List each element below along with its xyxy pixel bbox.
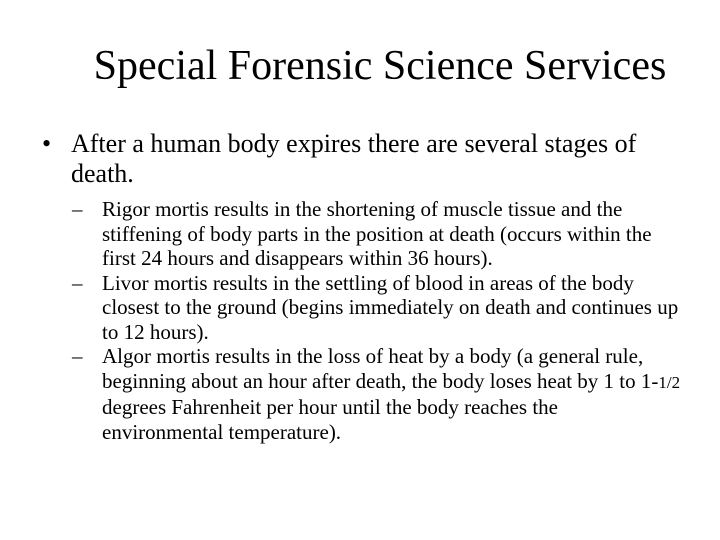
sub-bullet-list bbox=[72, 197, 684, 444]
dash-marker: – bbox=[72, 197, 83, 221]
sub-bullet-text-end: degrees Fahrenheit per hour until the body reaches the environmental temperature). bbox=[102, 395, 559, 444]
sub-bullet-text: Rigor mortis results in the shortening of muscle tissue and the stiffening of body parts in the position at death (occurs within the first 24 hours and disappears within 36 hours). bbox=[102, 197, 652, 270]
dash-marker: – bbox=[72, 270, 83, 295]
bullet-marker: • bbox=[42, 129, 52, 158]
slide-title: Special Forensic Science Services bbox=[93, 43, 667, 89]
main-bullet-text: After a human body expires there are several stages of death. bbox=[71, 129, 637, 188]
sub-bullet-rigor-mortis bbox=[72, 197, 684, 271]
dash-marker: – bbox=[72, 344, 83, 368]
main-bullet bbox=[42, 129, 692, 189]
sub-bullet-livor-mortis bbox=[72, 271, 684, 345]
sub-bullet-text: Livor mortis results in the settling of blood in areas of the body closest to the ground (begins immediately on death and continues up to 12 hours). bbox=[102, 270, 679, 344]
fraction-text: 1/2 bbox=[658, 372, 681, 392]
sub-bullet-text-start: Algor mortis results in the loss of heat by a body (a general rule, beginning about an hour after death, the body loses heat by 1 to 1- bbox=[102, 344, 659, 393]
sub-bullet-algor-mortis bbox=[72, 344, 684, 444]
